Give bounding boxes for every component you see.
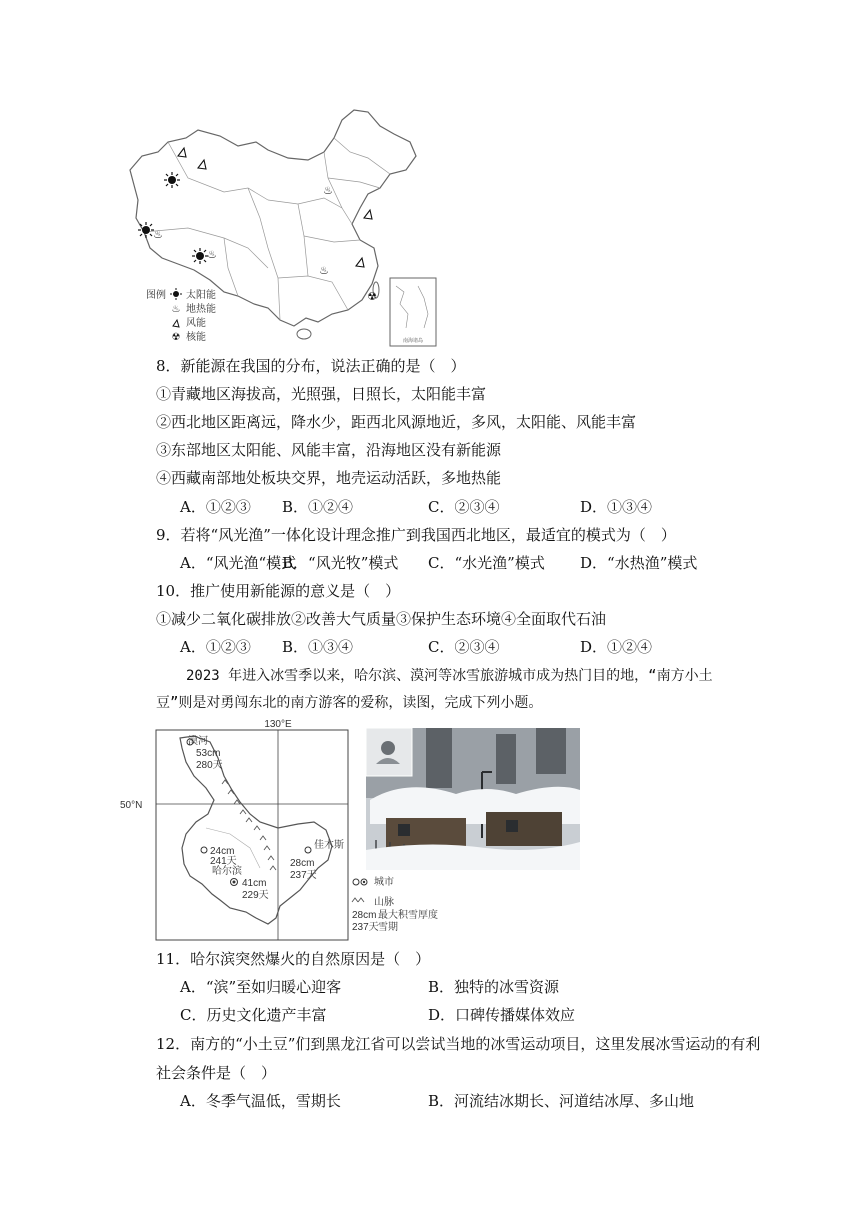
- q12-stem: 12．南方的“小土豆”们到黑龙江省可以尝试当地的冰雪运动项目，这里发展冰雪运动的有利: [156, 1035, 761, 1053]
- legend-city-icon: [353, 879, 359, 885]
- q10-option-c[interactable]: C．②③④: [428, 638, 500, 656]
- passage-line-1: 2023 年进入冰雪季以来，哈尔滨、漠河等冰雪旅游城市成为热门目的地，“南方小土: [186, 668, 713, 684]
- q9-option-d[interactable]: D．“水热渔”模式: [580, 554, 698, 572]
- q10-statement: ①减少二氧化碳排放②改善大气质量③保护生态环境④全面取代石油: [156, 610, 607, 628]
- q12-stem-cont: 社会条件是（ ）: [156, 1064, 277, 1082]
- legend-mountain-icon: [352, 898, 364, 902]
- solar-icon: [164, 172, 180, 188]
- q10-option-d[interactable]: D．①②④: [580, 638, 653, 656]
- q8-statement-3: ③东部地区太阳能、风能丰富，沿海地区没有新能源: [156, 441, 502, 459]
- q11-option-c[interactable]: C．历史文化遗产丰富: [180, 1006, 327, 1024]
- wind-icon: [173, 320, 179, 327]
- city-days: 280天: [196, 760, 223, 771]
- solar-icon: [192, 248, 208, 264]
- lon-label: 130°E: [264, 719, 292, 730]
- q11-option-b[interactable]: B．独特的冰雪资源: [428, 978, 560, 996]
- legend-solar-label: 太阳能: [186, 290, 216, 301]
- svg-text:♨: ♨: [319, 264, 329, 277]
- city-days: 241天: [210, 856, 237, 867]
- q8-option-d[interactable]: D．①③④: [580, 498, 653, 516]
- q11-option-d[interactable]: D．口碑传播媒体效应: [428, 1006, 576, 1024]
- q11-stem: 11．哈尔滨突然爆火的自然原因是（ ）: [156, 950, 431, 968]
- nuclear-icon: [367, 290, 377, 303]
- passage-line-2: 豆”则是对勇闯东北的南方游客的爱称，读图，完成下列小题。: [156, 695, 543, 711]
- city-depth: 41cm: [242, 878, 267, 889]
- legend-depth-label: 最大积雪厚度: [378, 910, 438, 921]
- city-days: 229天: [242, 890, 269, 901]
- q8-option-a[interactable]: A．①②③: [180, 498, 251, 516]
- q10-option-b[interactable]: B．①③④: [282, 638, 354, 656]
- legend-mountain-label: 山脉: [374, 897, 394, 908]
- q9-option-b[interactable]: B．“风光牧”模式: [282, 554, 399, 572]
- city-name: 漠河: [188, 736, 208, 747]
- q8-option-c[interactable]: C．②③④: [428, 498, 500, 516]
- q8-option-b[interactable]: B．①②④: [282, 498, 354, 516]
- city-depth: 24cm: [210, 846, 235, 857]
- geothermal-icon: [153, 184, 333, 277]
- q10-stem: 10．推广使用新能源的意义是（ ）: [156, 582, 401, 600]
- legend-nuclear-label: 核能: [186, 332, 206, 343]
- q8-statement-2: ②西北地区距离远，降水少，距西北风源地近，多风，太阳能、风能丰富: [156, 413, 637, 431]
- q9-stem: 9．若将“风光渔”一体化设计理念推广到我国西北地区，最适宜的模式为（ ）: [156, 526, 676, 544]
- nuclear-icon: ☢: [171, 332, 181, 343]
- south-china-sea-inset: [390, 278, 436, 346]
- legend-depth-sample: 28cm: [352, 910, 377, 921]
- q9-option-a[interactable]: A．“风光渔“模式: [180, 554, 297, 572]
- inset-label: 南海诸岛: [402, 338, 424, 344]
- city-days: 237天: [290, 870, 317, 881]
- q11-option-a[interactable]: A．“滨”至如归暖心迎客: [180, 978, 342, 996]
- solar-icon: [138, 222, 154, 238]
- legend-geothermal-label: 地热能: [186, 304, 216, 315]
- q8-statement-4: ④西藏南部地处板块交界，地壳运动活跃，多地热能: [156, 469, 502, 487]
- legend-wind-label: 风能: [186, 318, 206, 329]
- city-depth: 53cm: [196, 748, 221, 759]
- svg-text:♨: ♨: [153, 228, 163, 241]
- svg-text:♨: ♨: [323, 184, 333, 197]
- city-depth: 28cm: [290, 858, 315, 869]
- china-energy-map: [128, 108, 440, 348]
- q9-option-c[interactable]: C．“水光渔”模式: [428, 554, 545, 572]
- q8-stem: 8．新能源在我国的分布，说法正确的是（ ）: [156, 357, 466, 375]
- legend-days-sample: 237天: [352, 922, 379, 933]
- city-name: 佳木斯: [314, 840, 344, 851]
- city-marker-dot: [233, 881, 236, 884]
- map-frame: [156, 730, 348, 940]
- q12-option-a[interactable]: A．冬季气温低，雪期长: [180, 1092, 341, 1110]
- map-legend-title: 图例: [146, 290, 166, 301]
- q12-option-b[interactable]: B．河流结冰期长、河道结冰厚、多山地: [428, 1092, 695, 1110]
- legend-days-label: 雪期: [378, 922, 398, 933]
- svg-text:♨: ♨: [207, 248, 217, 261]
- city-name: 哈尔滨: [212, 866, 242, 877]
- lat-label: 50°N: [120, 800, 143, 811]
- legend-city-label: 城市: [374, 877, 394, 888]
- snow-village-photo: [366, 728, 580, 870]
- solar-icon: [170, 288, 182, 300]
- q8-statement-1: ①青藏地区海拔高，光照强，日照长，太阳能丰富: [156, 385, 487, 403]
- geothermal-icon: ♨: [171, 304, 181, 315]
- svg-text:☢: ☢: [367, 290, 377, 303]
- q10-option-a[interactable]: A．①②③: [180, 638, 251, 656]
